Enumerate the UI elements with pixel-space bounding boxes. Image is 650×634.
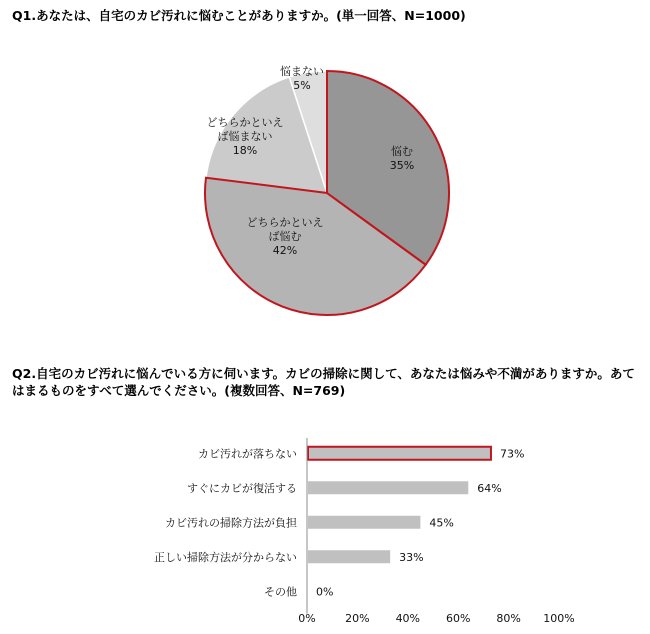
bar-value-label: 0% <box>316 585 334 599</box>
pie-category-label: どちらかといえ <box>206 116 284 129</box>
pie-value-label: 35% <box>389 159 415 172</box>
pie-value-label: 42% <box>272 244 298 257</box>
bar-category-label: カビ汚れが落ちない <box>198 447 297 461</box>
pie-category-label: ば悩む <box>268 230 302 243</box>
pie-category-label: どちらかといえ <box>246 216 324 229</box>
x-tick-label: 20% <box>345 612 370 625</box>
pie-value-label: 18% <box>232 144 258 157</box>
bar-value-label: 64% <box>477 481 502 495</box>
q1-title: Q1.あなたは、自宅のカビ汚れに悩むことがありますか。(単一回答、N=1000) <box>12 8 466 23</box>
bar-category-label: その他 <box>264 585 297 599</box>
x-tick-label: 100% <box>543 612 575 625</box>
x-tick-label: 60% <box>445 612 471 625</box>
bar-category-label: 正しい掃除方法が分からない <box>154 550 297 564</box>
bar-category-label: すぐにカビが復活する <box>187 481 297 495</box>
bar-value-label: 73% <box>499 447 525 461</box>
pie-category-label: 悩む <box>391 145 413 158</box>
x-tick-label: 80% <box>496 612 521 625</box>
x-tick-label: 0% <box>298 612 316 625</box>
pie-category-label: ば悩まない <box>217 130 273 143</box>
bar-category-label: カビ汚れの掃除方法が負担 <box>165 516 297 530</box>
bar-value-label: 45% <box>429 516 454 530</box>
pie-value-label: 5% <box>293 79 311 92</box>
x-tick-label: 40% <box>395 612 421 625</box>
pie-category-label: 悩まない <box>280 65 324 78</box>
bar-value-label: 33% <box>399 550 424 564</box>
q2-title: Q2.自宅のカビ汚れに悩んでいる方に伺います。カビの掃除に関して、あなたは悩みや不満がありますか。あてはまるものをすべて選んでください。(複数回答、N=769) <box>12 366 635 398</box>
